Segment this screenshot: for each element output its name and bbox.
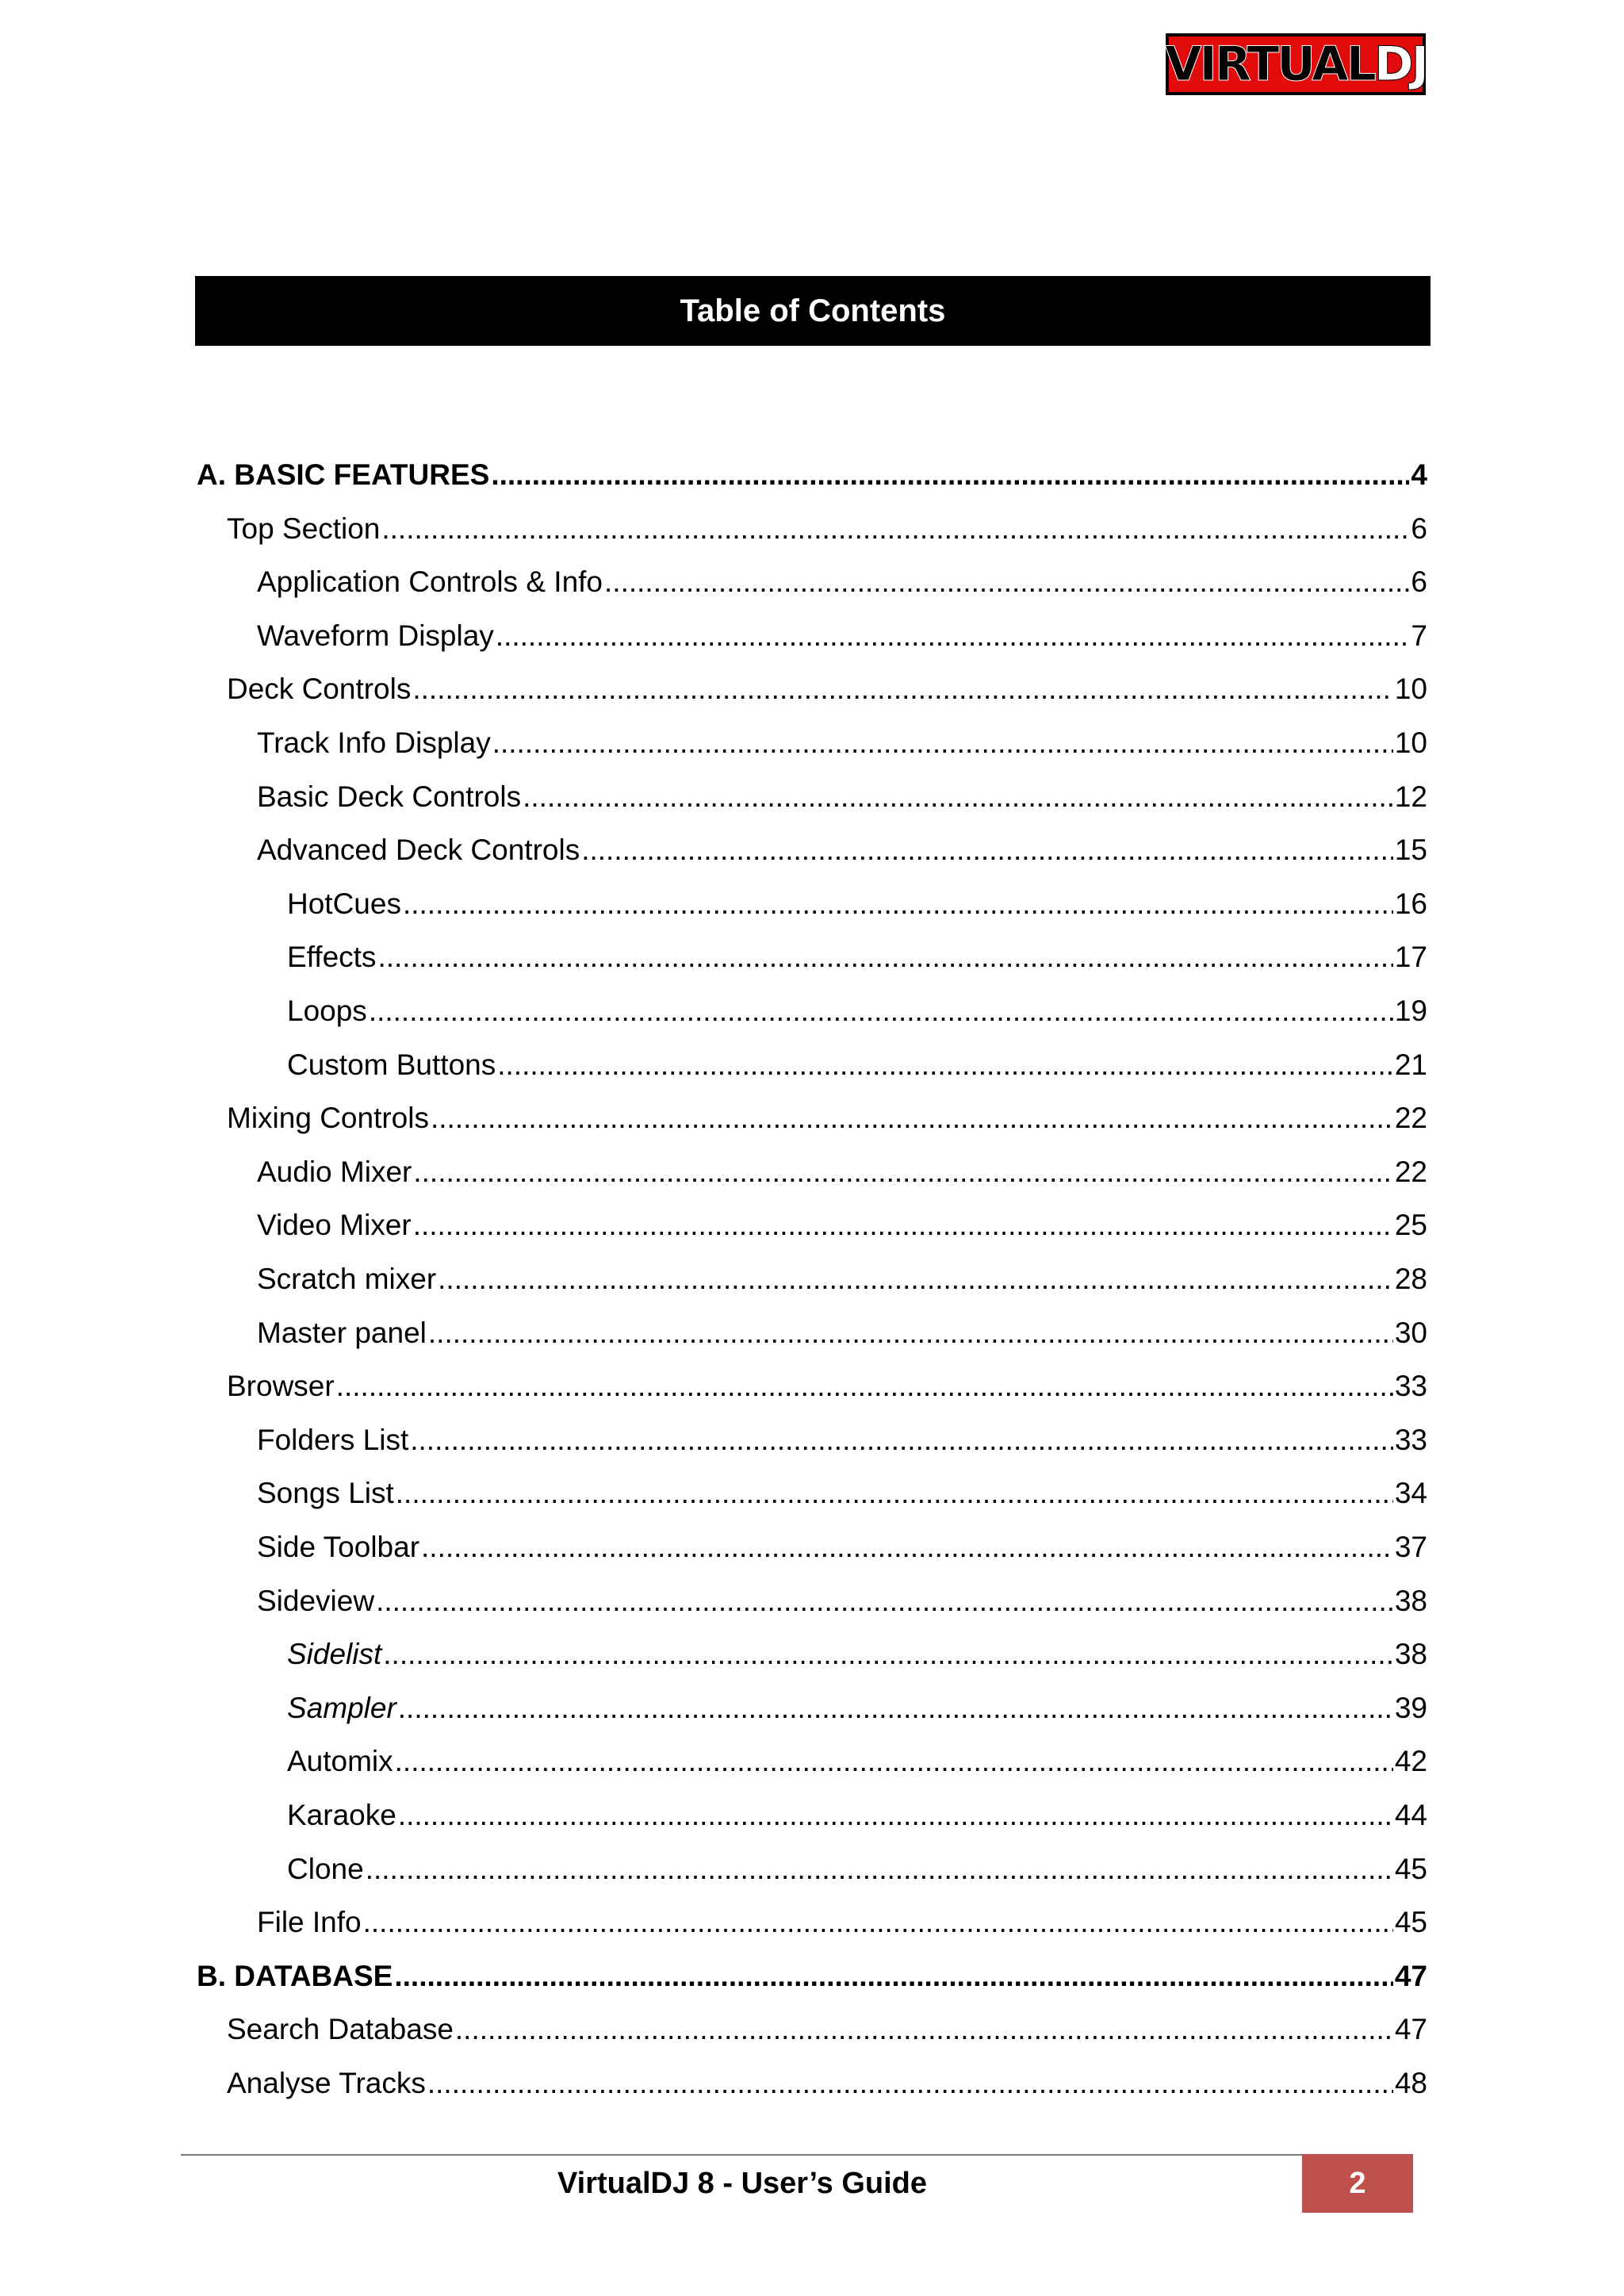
toc-entry-title: Effects xyxy=(287,941,377,973)
toc-entry[interactable] xyxy=(197,991,1427,1031)
dot-leader xyxy=(491,455,1409,495)
toc-entry-title: HotCues xyxy=(287,887,401,920)
toc-entry[interactable] xyxy=(197,723,1427,763)
toc-entry-page: 48 xyxy=(1394,2067,1427,2099)
toc-entry-title: Top Section xyxy=(227,512,381,545)
toc-entry-title: Analyse Tracks xyxy=(227,2067,426,2099)
toc-entry-page: 7 xyxy=(1411,619,1427,652)
toc-entry-title: Karaoke xyxy=(287,1799,396,1831)
toc-entry-title: Clone xyxy=(287,1853,364,1885)
toc-entry[interactable] xyxy=(197,1098,1427,1138)
toc-entry-page: 30 xyxy=(1394,1317,1427,1349)
dot-leader xyxy=(381,509,1409,549)
dot-leader xyxy=(410,1420,1393,1460)
toc-entry-page: 42 xyxy=(1394,1745,1427,1777)
dot-leader xyxy=(412,669,1392,709)
dot-leader xyxy=(413,1205,1393,1245)
toc-entry-page: 19 xyxy=(1394,995,1427,1027)
page-number: 2 xyxy=(1349,2166,1366,2200)
toc-entry[interactable] xyxy=(197,2010,1427,2049)
toc-entry-title: Basic Deck Controls xyxy=(257,780,522,813)
toc-entry-page: 22 xyxy=(1394,1102,1427,1134)
toc-entry[interactable] xyxy=(197,509,1427,549)
dot-leader xyxy=(421,1527,1393,1567)
toc-entry-page: 44 xyxy=(1394,1799,1427,1831)
toc-entry-title: Deck Controls xyxy=(227,673,412,705)
toc-entry[interactable] xyxy=(197,1366,1427,1406)
virtualdj-logo xyxy=(1166,33,1426,95)
logo-text-dj: DJ xyxy=(1373,36,1427,92)
toc-entry-title: Loops xyxy=(287,995,367,1027)
toc-entry-title: Track Info Display xyxy=(257,726,491,759)
toc-entry-title: Audio Mixer xyxy=(257,1156,412,1188)
toc-entry[interactable] xyxy=(197,616,1427,656)
toc-entry[interactable] xyxy=(197,1688,1427,1728)
toc-entry[interactable] xyxy=(197,1581,1427,1621)
toc-entry-title: Sideview xyxy=(257,1585,375,1617)
dot-leader xyxy=(581,830,1393,870)
dot-leader xyxy=(497,1045,1393,1085)
toc-entry[interactable] xyxy=(197,1152,1427,1192)
toc-entry-title: Search Database xyxy=(227,2013,454,2045)
toc-entry[interactable] xyxy=(197,1527,1427,1567)
toc-entry-page: 15 xyxy=(1394,834,1427,866)
toc-entry-title: A. BASIC FEATURES xyxy=(197,458,490,491)
toc-entry-title: Browser xyxy=(227,1370,335,1402)
dot-leader xyxy=(394,1957,1392,1996)
toc-entry-title: Folders List xyxy=(257,1424,409,1456)
dot-leader xyxy=(366,1849,1393,1889)
toc-entry-page: 38 xyxy=(1394,1638,1427,1670)
dot-leader xyxy=(396,1474,1393,1513)
dot-leader xyxy=(496,616,1410,656)
toc-entry-page: 28 xyxy=(1394,1263,1427,1295)
dot-leader xyxy=(398,1688,1393,1728)
toc-header-bar xyxy=(195,276,1431,346)
toc-entry-title: Video Mixer xyxy=(257,1209,412,1241)
toc-entry[interactable] xyxy=(197,1474,1427,1513)
toc-entry-title: Mixing Controls xyxy=(227,1102,429,1134)
toc-entry[interactable] xyxy=(197,884,1427,924)
toc-entry[interactable] xyxy=(197,830,1427,870)
toc-entry-title: Side Toolbar xyxy=(257,1531,420,1563)
toc-entry-title: Sidelist xyxy=(287,1638,382,1670)
toc-entry-title: Scratch mixer xyxy=(257,1263,437,1295)
toc-entry-title: B. DATABASE xyxy=(197,1960,393,1992)
toc-heading: Table of Contents xyxy=(680,293,946,328)
dot-leader xyxy=(369,991,1393,1031)
toc-entry-page: 34 xyxy=(1394,1477,1427,1509)
toc-entry-title: Advanced Deck Controls xyxy=(257,834,580,866)
toc-entry-page: 6 xyxy=(1411,512,1427,545)
toc-entry-page: 33 xyxy=(1394,1424,1427,1456)
toc-entry[interactable] xyxy=(197,1849,1427,1889)
toc-entry[interactable] xyxy=(197,1313,1427,1353)
toc-entry[interactable] xyxy=(197,777,1427,817)
toc-entry-page: 10 xyxy=(1394,726,1427,759)
toc-entry[interactable] xyxy=(197,562,1427,602)
toc-entry-page: 45 xyxy=(1394,1906,1427,1938)
dot-leader xyxy=(403,884,1393,924)
dot-leader xyxy=(377,937,1392,977)
toc-entry[interactable] xyxy=(197,669,1427,709)
dot-leader xyxy=(438,1259,1393,1299)
dot-leader xyxy=(428,1313,1393,1353)
dot-leader xyxy=(604,562,1409,602)
footer-divider xyxy=(181,2154,1304,2156)
toc-entry-page: 38 xyxy=(1394,1585,1427,1617)
toc-entry-title: Waveform Display xyxy=(257,619,494,652)
toc-entry-title: Master panel xyxy=(257,1317,427,1349)
dot-leader xyxy=(413,1152,1392,1192)
toc-entry-page: 12 xyxy=(1394,780,1427,813)
toc-entry-title: Application Controls & Info xyxy=(257,565,603,598)
toc-entry[interactable] xyxy=(197,1259,1427,1299)
toc-entry-page: 10 xyxy=(1394,673,1427,705)
toc-entry-page: 37 xyxy=(1394,1531,1427,1563)
toc-entry[interactable] xyxy=(197,1796,1427,1835)
dot-leader xyxy=(492,723,1393,763)
toc-entry-page: 47 xyxy=(1394,2013,1427,2045)
toc-entry-title: Sampler xyxy=(287,1692,396,1724)
toc-entry[interactable] xyxy=(197,1635,1427,1674)
toc-entry-page: 16 xyxy=(1394,887,1427,920)
toc-entry[interactable] xyxy=(197,2064,1427,2103)
toc-entry-title: Songs List xyxy=(257,1477,394,1509)
toc-entry-page: 25 xyxy=(1394,1209,1427,1241)
toc-entry[interactable] xyxy=(197,1420,1427,1460)
toc-entry-page: 6 xyxy=(1411,565,1427,598)
toc-entry-page: 4 xyxy=(1411,458,1427,491)
toc-entry[interactable] xyxy=(197,937,1427,977)
toc-entry-title: Automix xyxy=(287,1745,393,1777)
toc-entry-page: 45 xyxy=(1394,1853,1427,1885)
toc-entry-page: 33 xyxy=(1394,1370,1427,1402)
dot-leader xyxy=(383,1635,1393,1674)
dot-leader xyxy=(363,1903,1393,1942)
dot-leader xyxy=(395,1742,1393,1781)
toc-entry-page: 47 xyxy=(1394,1960,1427,1992)
dot-leader xyxy=(427,2064,1393,2103)
dot-leader xyxy=(523,777,1393,817)
dot-leader xyxy=(376,1581,1393,1621)
toc-entry[interactable] xyxy=(197,1205,1427,1245)
toc-entry-page: 21 xyxy=(1394,1048,1427,1081)
toc-entry[interactable] xyxy=(197,1045,1427,1085)
toc-entry[interactable] xyxy=(197,1957,1427,1996)
toc-entry-title: File Info xyxy=(257,1906,362,1938)
toc-entry[interactable] xyxy=(197,455,1427,495)
toc-entry-page: 17 xyxy=(1394,941,1427,973)
page-number-badge xyxy=(1302,2154,1413,2213)
logo-text-virtual: VIRTUAL xyxy=(1165,36,1374,92)
toc-entry-title: Custom Buttons xyxy=(287,1048,496,1081)
toc-entry-page: 39 xyxy=(1394,1692,1427,1724)
toc-entry[interactable] xyxy=(197,1903,1427,1942)
footer-title: VirtualDJ 8 - User’s Guide xyxy=(557,2167,928,2200)
toc-entry[interactable] xyxy=(197,1742,1427,1781)
toc-entry-page: 22 xyxy=(1394,1156,1427,1188)
dot-leader xyxy=(431,1098,1393,1138)
dot-leader xyxy=(398,1796,1393,1835)
dot-leader xyxy=(455,2010,1393,2049)
dot-leader xyxy=(336,1366,1393,1406)
